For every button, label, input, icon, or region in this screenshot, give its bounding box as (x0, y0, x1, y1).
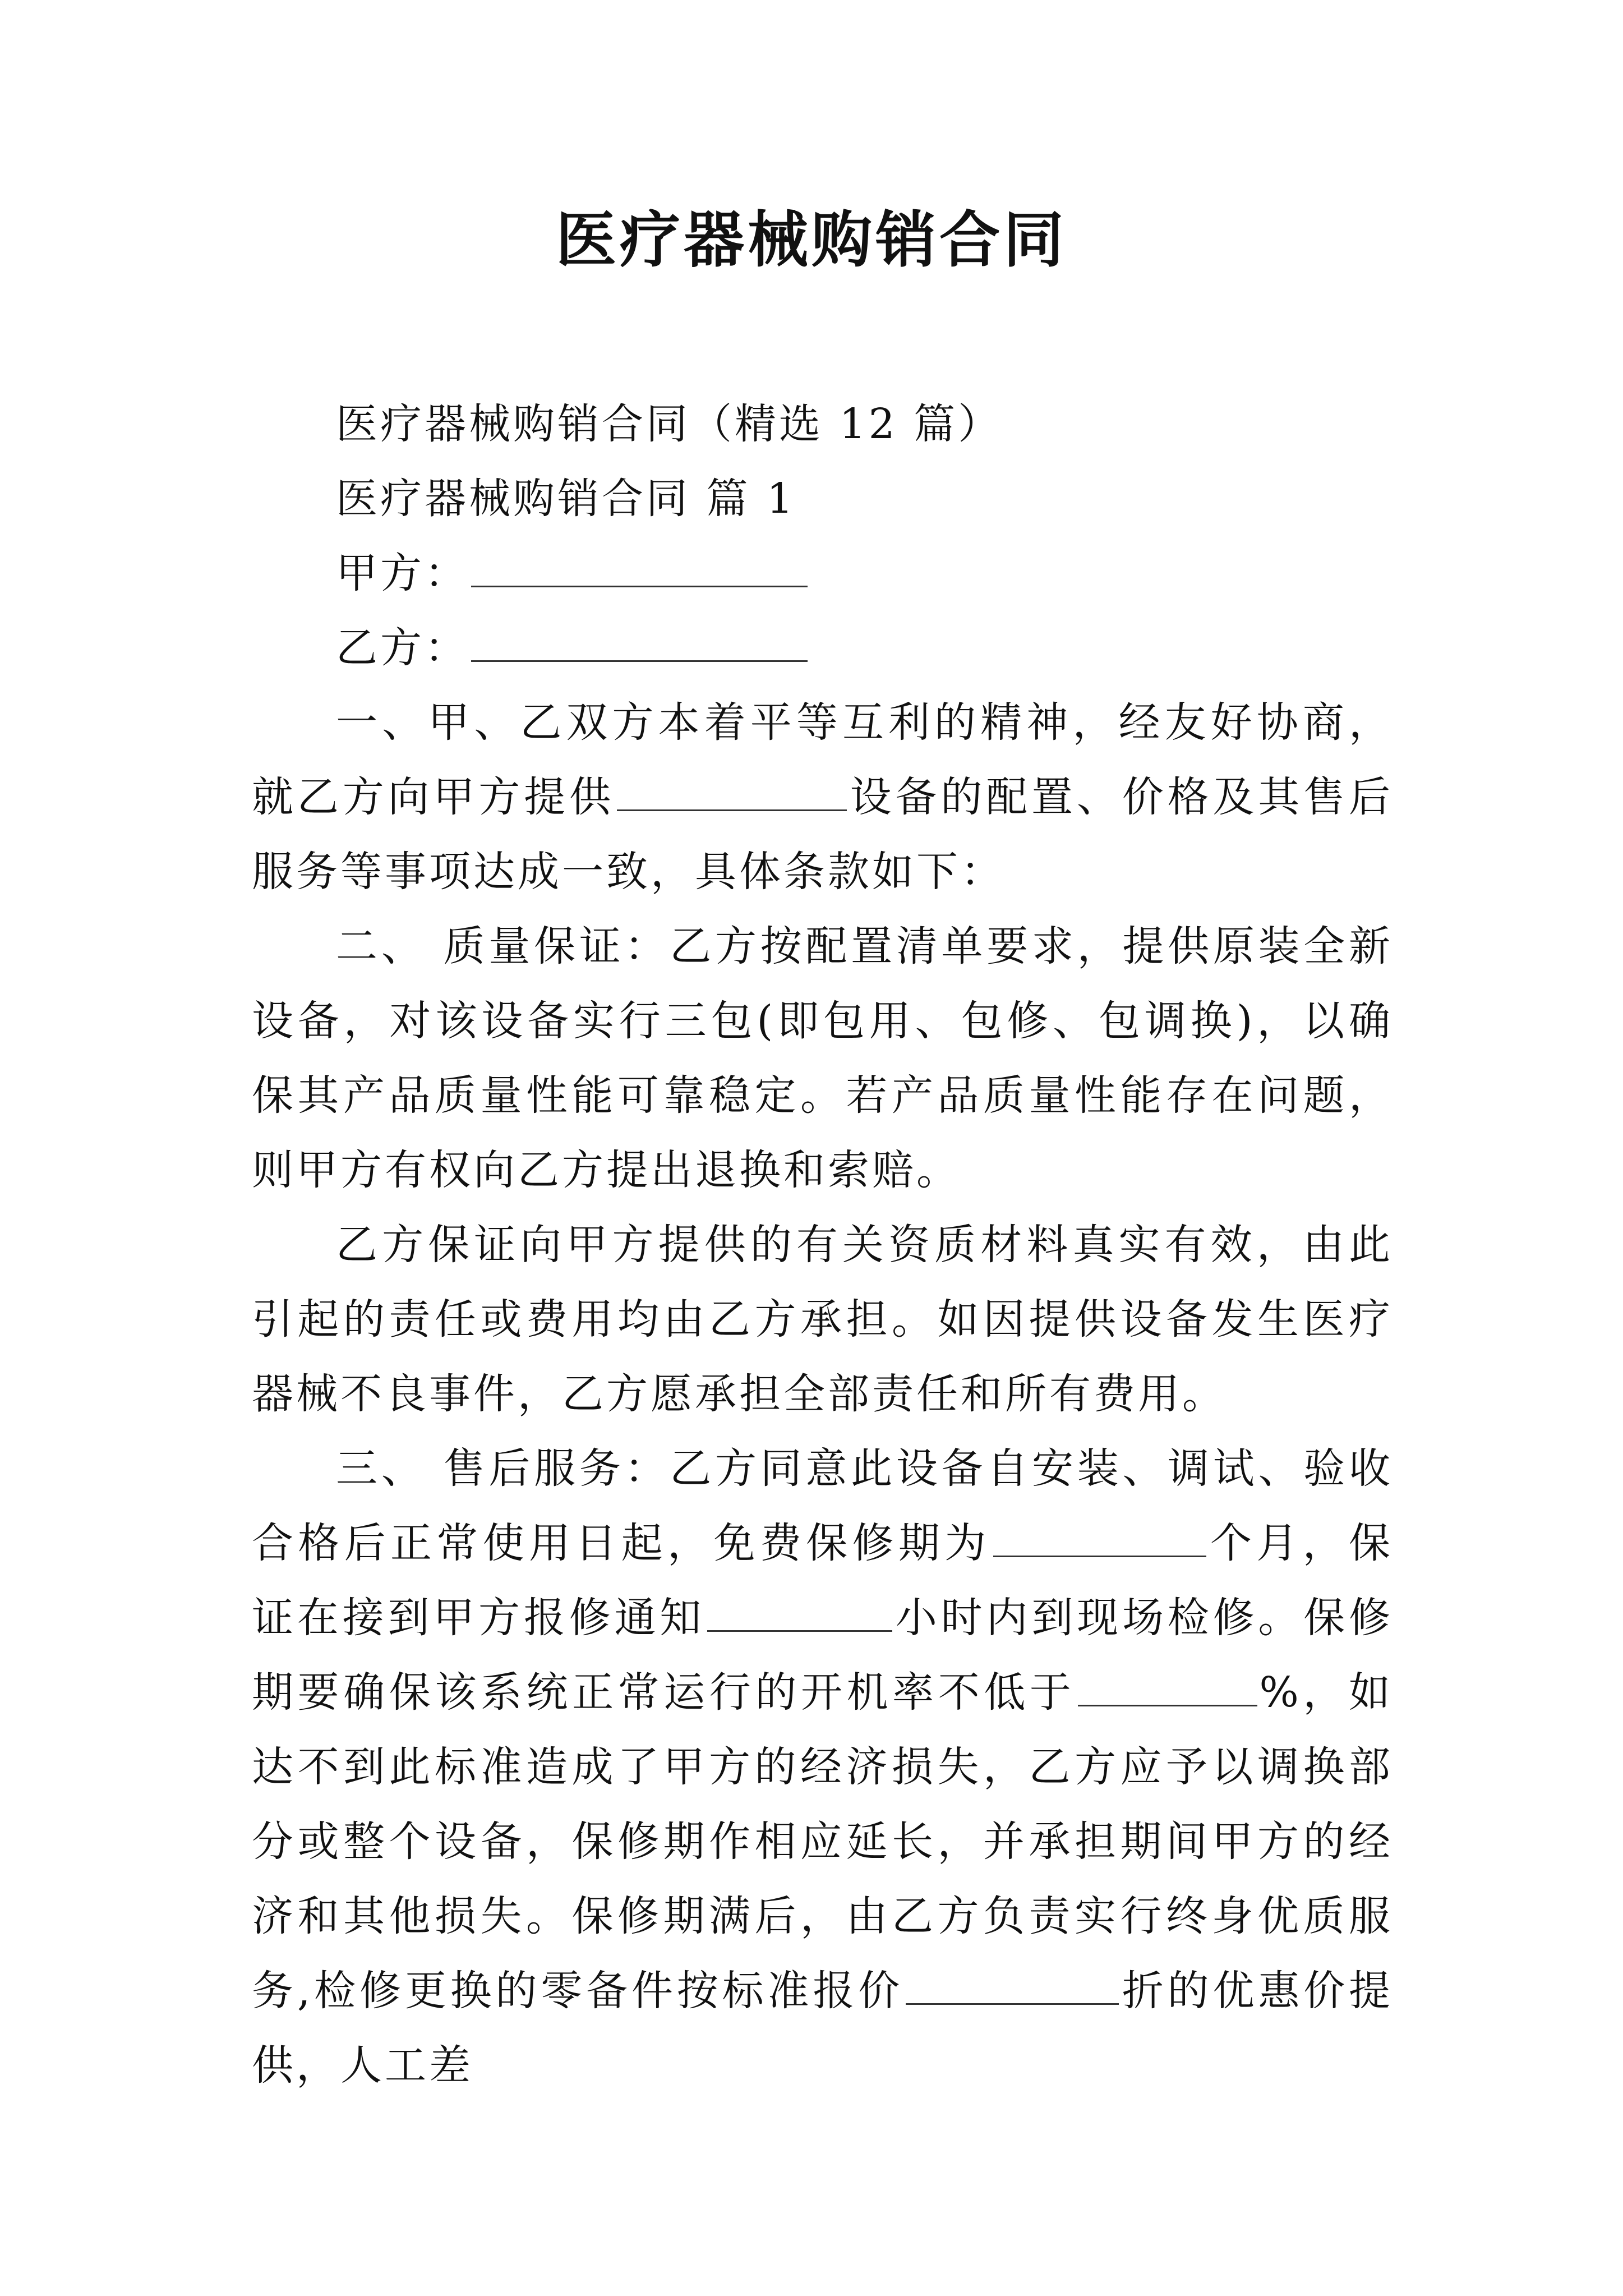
part-heading: 医疗器械购销合同 篇 1 (336, 475, 796, 523)
clause-3-text-c: 小时内到现场检修。保修期要确保该系统正常运行的开机率不低于 (252, 1594, 1394, 1717)
warranty-months-blank (993, 1516, 1206, 1557)
document-title: 医疗器械购销合同 (555, 205, 1067, 275)
equipment-blank (617, 770, 847, 811)
response-hours-blank (707, 1591, 892, 1632)
uptime-rate-blank (1078, 1665, 1257, 1706)
document-body (252, 387, 1393, 2103)
discount-blank (906, 1964, 1119, 2005)
clause-2-continued: 乙方保证向甲方提供的有关资质材料真实有效，由此引起的责任或费用均由乙方承担。如因提供设备发生医疗器械不良事件，乙方愿承担全部责任和所有费用。 (252, 1221, 1393, 1418)
clause-3-text-d: %，如达不到此标准造成了甲方的经济损失，乙方应予以调换部分或整个设备，保修期作相应延长，并承担期间甲方的经济和其他损失。保修期满后，由乙方负责实行终身优质服务,检修更换的零备件按标准报价 (252, 1668, 1393, 2015)
party-b-label: 乙方： (336, 624, 469, 672)
clause-1-text-b: 设备的配置、价格及其售后服务等事项达成一致，具体条款如下： (252, 773, 1394, 896)
clause-1 (252, 685, 1393, 909)
clause-2: 二、 质量保证：乙方按配置清单要求，提供原装全新设备，对该设备实行三包(即包用、包修、包调换)，以确保其产品质量性能可靠稳定。若产品质量性能存在问题，则甲方有权向乙方提出退换和索赔。 (252, 922, 1393, 1194)
party-a-label: 甲方： (336, 549, 469, 597)
party-a-blank (471, 546, 808, 587)
party-a-line (252, 536, 1393, 611)
clause-3 (252, 1432, 1393, 2103)
clause-3-text-a: 三、 售后服务：乙方同意此设备自安装、调试、验收合格后正常使用日起，免费保修期为 (252, 1444, 1393, 1567)
clause-3-text-b: 个月，保证在接到甲方报修通知 (252, 1519, 1394, 1642)
clause-1-text-a: 一、甲、乙双方本着平等互利的精神，经友好协商，就乙方向甲方提供 (252, 698, 1393, 821)
collection-heading: 医疗器械购销合同（精选 12 篇） (336, 400, 1003, 448)
party-b-line (252, 611, 1393, 685)
clause-3-text-e: 折的优惠价提供，人工差 (252, 1967, 1393, 2090)
party-b-blank (471, 621, 808, 662)
